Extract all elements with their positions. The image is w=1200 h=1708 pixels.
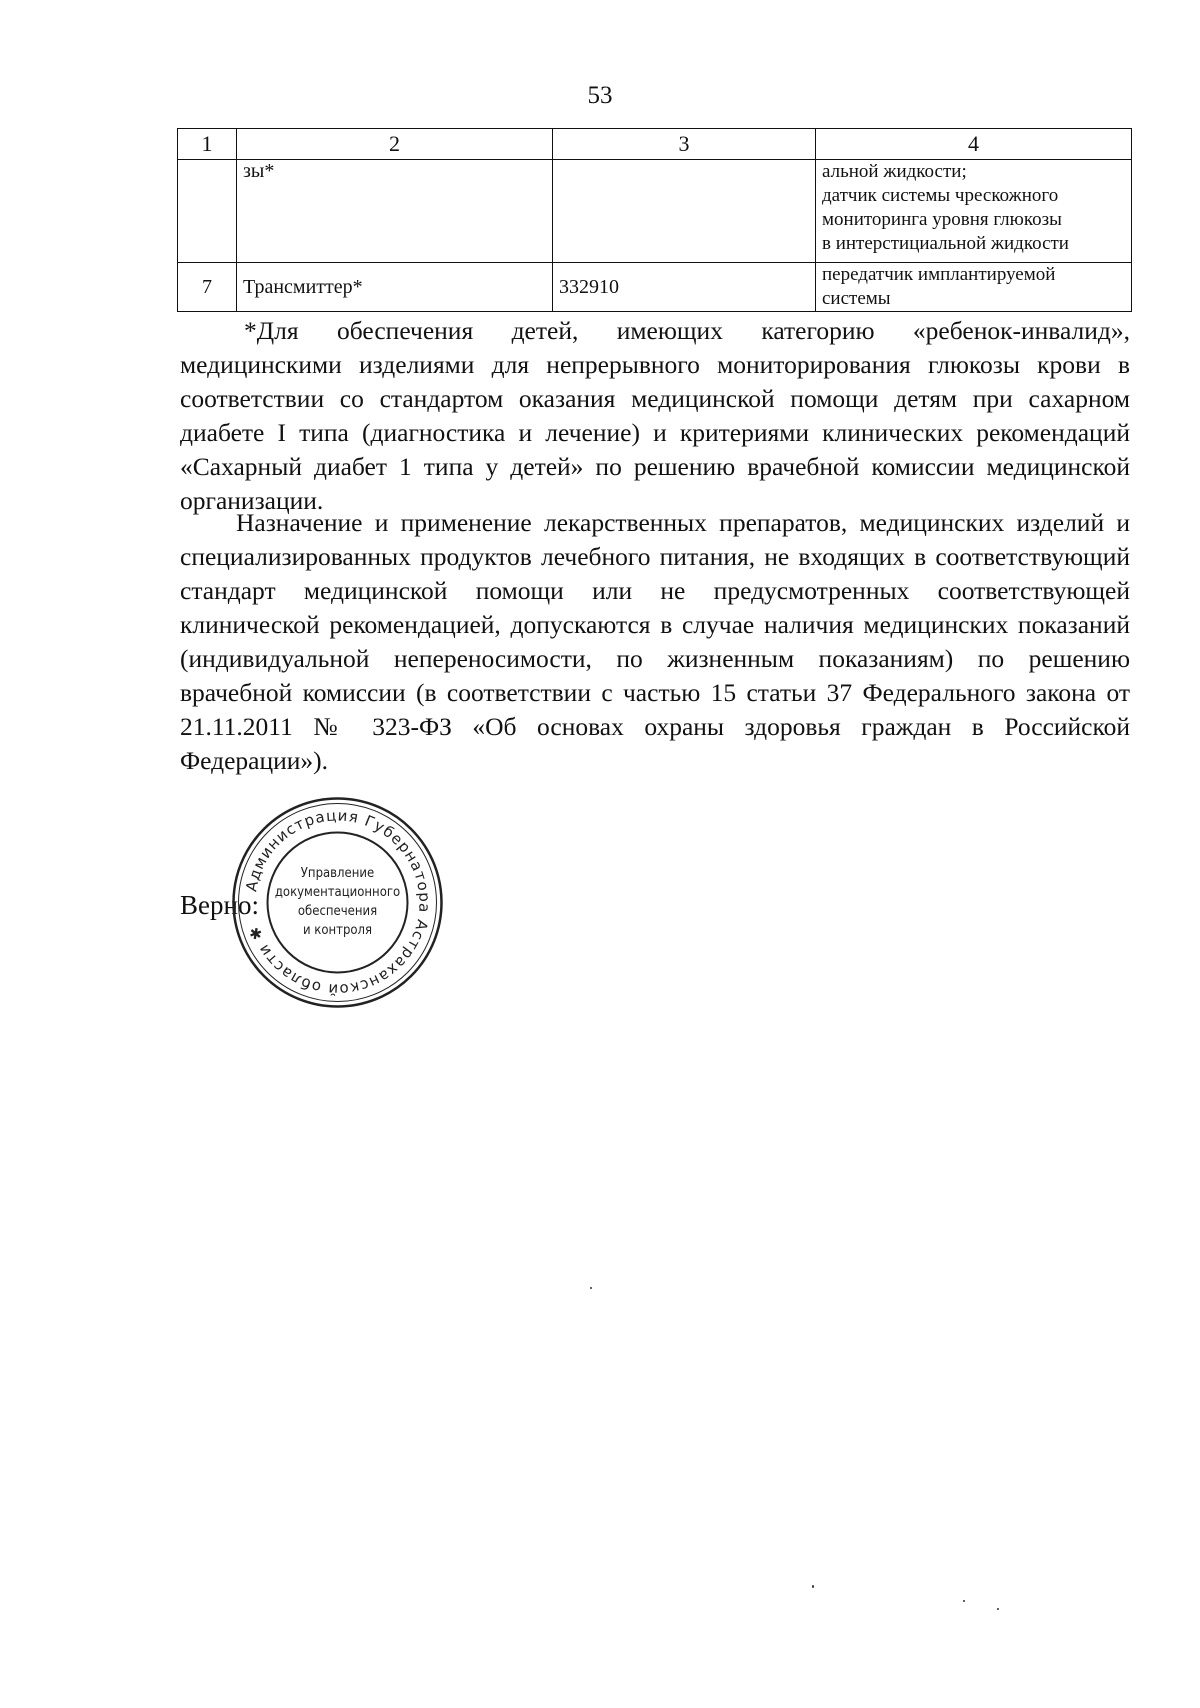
description-line: мониторинга уровня глюкозы: [822, 209, 1062, 230]
device-name: Трансмиттер*: [237, 263, 553, 312]
table-row: [178, 263, 1132, 312]
device-name: зы*: [237, 160, 553, 263]
official-seal: [230, 795, 445, 1010]
row-number: [178, 160, 237, 263]
description-line: системы: [822, 288, 891, 309]
device-description: [816, 160, 1132, 263]
header-col-4: 4: [816, 129, 1132, 160]
row-number: 7: [178, 263, 237, 312]
device-code: [553, 160, 816, 263]
scan-speck: [812, 1585, 814, 1588]
svg-text:и контроля: и контроля: [302, 923, 373, 938]
svg-text:обеспечения: обеспечения: [297, 904, 378, 919]
device-description: [816, 263, 1132, 312]
svg-text:документационного: документационного: [274, 885, 401, 900]
scan-speck: [590, 1287, 592, 1289]
device-code: 332910: [553, 263, 816, 312]
verno-label: Верно:: [180, 890, 259, 920]
svg-text:Управление: Управление: [300, 866, 375, 881]
description-line: датчик системы чрескожного: [822, 185, 1059, 206]
table-header-row: [178, 129, 1132, 160]
svg-text:Администрация Губернатора Астр: Администрация Губернатора Астраханской области ✱: [242, 806, 434, 999]
header-col-1: 1: [178, 129, 237, 160]
description-line: в интерстициальной жидкости: [822, 233, 1069, 254]
table-row: [178, 160, 1132, 263]
page-number: 53: [587, 82, 613, 109]
device-table: [177, 128, 1132, 312]
footnote-paragraph: *Для обеспечения детей, имеющих категорию «ребенок-инвалид», медицинскими изделиями для непрерывного мониторирования глюкозы крови в соответствии со стандартом оказания медицинской помощи детям при сахарном диабете I типа (диагностика и лечение) и критериями клинических рекомендаций «Сахарный диабет 1 типа у детей» по решению врачебной комиссии медицинской организации.: [180, 316, 1130, 515]
body-paragraph: Назначение и применение лекарственных препаратов, медицинских изделий и специализированных продуктов лечебного питания, не входящих в соответствующий стандарт медицинской помощи или не предусмотренных соответствующей клинической рекомендацией, допускаются в случае наличия медицинских показаний (индивидуальной непереносимости, по жизненным показаниям) по решению врачебной комиссии (в соответствии с частью 15 статьи 37 Федерального закона от 21.11.2011 № 323-ФЗ «Об основах охраны здоровья граждан в Российской Федерации»).: [180, 508, 1130, 775]
description-line: передатчик имплантируемой: [822, 264, 1056, 285]
description-line: альной жидкости;: [822, 161, 967, 182]
header-col-2: 2: [237, 129, 553, 160]
header-col-3: 3: [553, 129, 816, 160]
scan-speck: [963, 1600, 965, 1602]
scan-speck: [997, 1608, 999, 1610]
